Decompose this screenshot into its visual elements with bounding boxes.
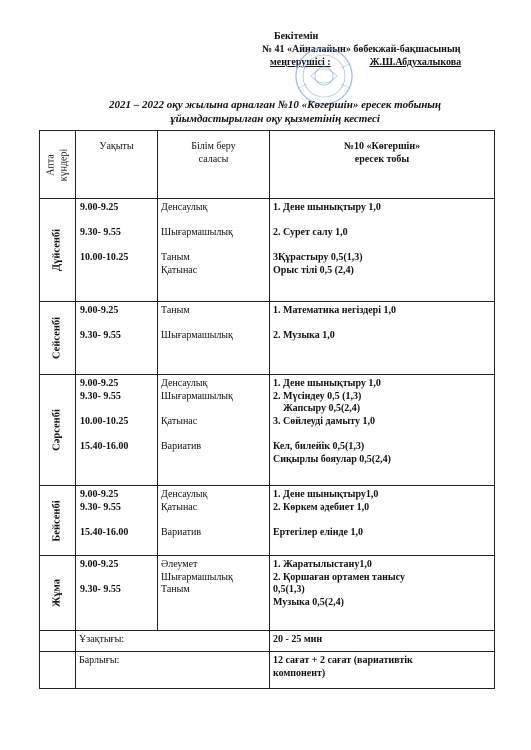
header-area: Білім беру саласы	[158, 131, 270, 199]
lesson-cell: 1. Жаратылыстану1,0 2. Қоршаған ортамен танысу 0,5(1,3) Музыка 0,5(2,4)	[270, 556, 495, 631]
header-time: Уақыты	[76, 131, 158, 199]
time-cell: 9.00-9.25 9.30- 9.55	[76, 556, 158, 631]
area-cell: Денсаулық Шығармашылық Таным Қатынас	[158, 199, 270, 302]
day-cell	[40, 375, 76, 486]
table-row	[40, 556, 495, 631]
table-row	[40, 199, 495, 302]
total-row	[40, 652, 495, 689]
table-row	[40, 302, 495, 375]
area-cell: Таным Шығармашылық	[158, 302, 270, 375]
total-value: 12 сағат + 2 сағат (вариативтік компонент)	[270, 652, 495, 689]
table-row	[40, 486, 495, 556]
document-title	[60, 98, 490, 126]
approval-organization: № 41 «Айналайын» бөбекжай-бақшасының	[262, 44, 461, 55]
approval-name: Ж.Ш.Абдухалыкова	[369, 57, 462, 68]
day-label: Дүйсенбі	[51, 228, 63, 272]
area-cell: Денсаулық Шығармашылық Қатынас Вариатив	[158, 375, 270, 486]
table-row	[40, 375, 495, 486]
time-cell: 9.00-9.25 9.30- 9.55	[76, 302, 158, 375]
lesson-cell: 1. Дене шынықтыру 1,0 2. Сурет салу 1,0 3Құрастыру 0,5(1,3) Орыс тілі 0,5 (2,4)	[270, 199, 495, 302]
day-label: Сейсенбі	[51, 316, 63, 360]
header-row	[40, 131, 495, 199]
official-stamp	[283, 46, 365, 106]
time-cell: 9.00-9.25 9.30- 9.55 15.40-16.00	[76, 486, 158, 556]
lesson-cell: 1. Дене шынықтыру1,0 2. Көркем әдебиет 1,0 Ертегілер елінде 1,0	[270, 486, 495, 556]
header-group: №10 «Көгершін» ересек тобы	[270, 131, 495, 199]
day-cell	[40, 486, 76, 556]
header-day-line-1: Апта	[44, 153, 56, 176]
day-cell	[40, 302, 76, 375]
duration-value: 20 - 25 мин	[270, 631, 495, 652]
area-cell: Денсаулық Қатынас Вариатив	[158, 486, 270, 556]
duration-label: Ұзақтығы:	[76, 631, 270, 652]
duration-empty-cell	[40, 631, 76, 652]
lesson-cell: 1. Математика негіздері 1,0 2. Музыка 1,0	[270, 302, 495, 375]
total-empty-cell	[40, 652, 76, 689]
title-line-1: 2021 – 2022 оқу жылына арналған №10 «Көгершін» ересек тобының	[108, 99, 442, 111]
total-label: Барлығы:	[76, 652, 270, 689]
schedule-table	[39, 130, 495, 689]
approval-position: меңгерушісі :	[270, 57, 331, 68]
header-day-line-2: күндері	[57, 148, 69, 181]
day-label: Жұма	[51, 579, 63, 607]
title-line-2: ұйымдастырылған оқу қызметінің кестесі	[170, 113, 380, 125]
time-cell: 9.00-9.25 9.30- 9.55 10.00-10.25 15.40-16.00	[76, 375, 158, 486]
approval-heading: Бекітемін	[274, 31, 319, 42]
area-cell: Әлеумет Шығармашылық Таным	[158, 556, 270, 631]
time-cell: 9.00-9.25 9.30- 9.55 10.00-10.25	[76, 199, 158, 302]
day-cell	[40, 199, 76, 302]
day-label: Сәрсенбі	[51, 409, 63, 451]
header-day-cell	[40, 131, 76, 199]
day-cell	[40, 556, 76, 631]
day-label: Бейсенбі	[51, 499, 63, 542]
lesson-cell: 1. Дене шынықтыру 1,0 2. Мүсіндеу 0,5 (1,3) Жапсыру 0,5(2,4) 3. Сөйлеуді дамыту 1,0 Кел, билейік 0,5(1,3) Сиқырлы бояулар 0,5(2,4)	[270, 375, 495, 486]
duration-row	[40, 631, 495, 652]
